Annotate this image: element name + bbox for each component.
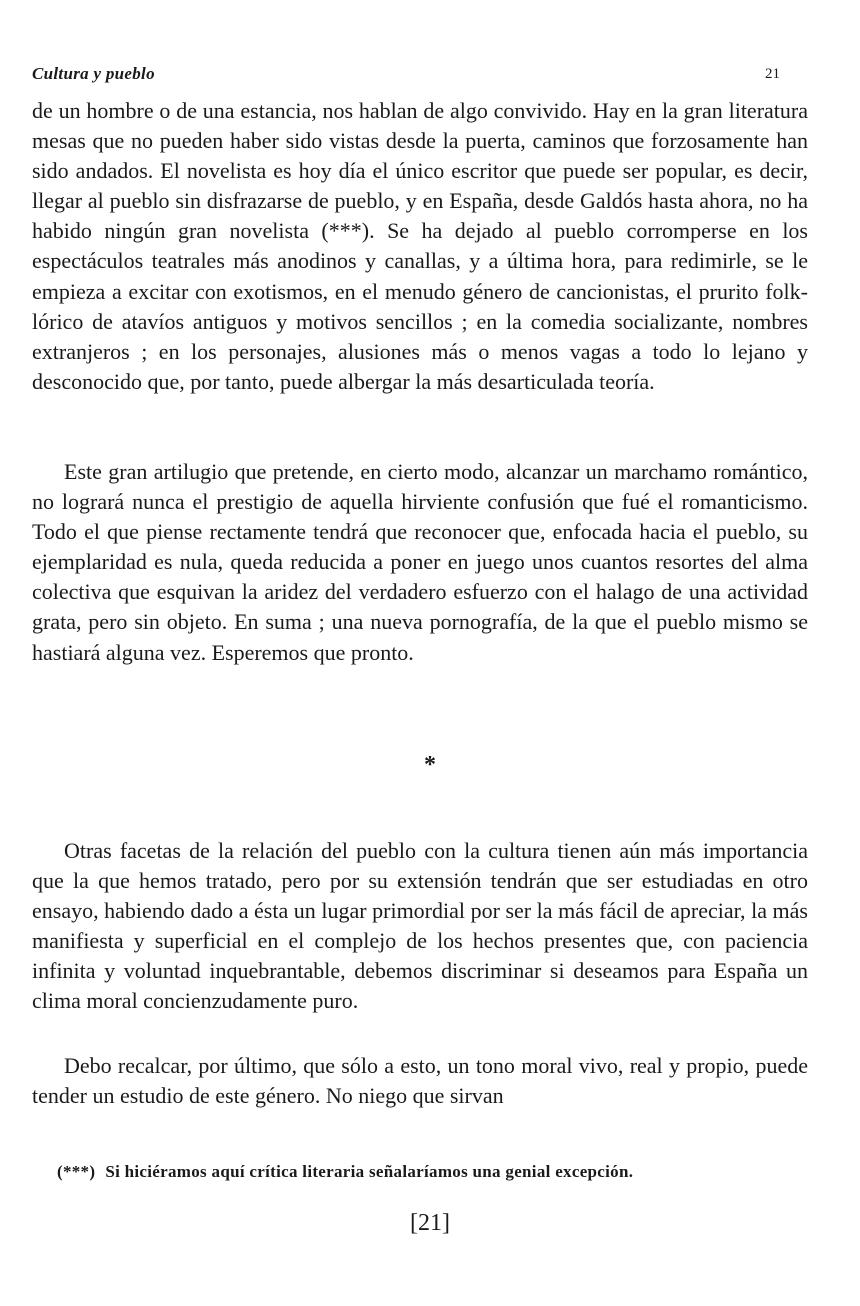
running-head	[32, 64, 780, 88]
paragraph-1-text: de un hombre o de una estancia, nos hablan de algo convivido. Hay en la gran literatura mesas que no pueden haber sido vistas desde la puerta, caminos que forzosamente han sido andados. El novelista es hoy día el único escritor que puede ser popular, es decir, llegar al pueblo sin disfrazarse de pueblo, y en España, desde Galdós hasta ahora, no ha habido ningún gran novelista (***). Se ha dejado al pueblo corromperse en los espectáculos teatrales más anodinos y canallas, y a última hora, para redimirle, se le empieza a excitar con exotismos, en el menudo género de cancionistas, el prurito folk-lórico de atavíos antiguos y motivos sencillos ; en la comedia socializante, nombres extranjeros ; en los personajes, alusiones más o menos vagas a todo lo lejano y desconocido que, por tanto, puede albergar la más desarticulada teoría.	[32, 98, 808, 394]
paragraph-3-text: Otras facetas de la relación del pueblo con la cultura tienen aún más importancia que la que hemos tratado, pero por su extensión tendrán que ser estudiadas en otro ensayo, habiendo dado a ésta un lugar primordial por ser la más fácil de apreciar, la más manifiesta y superficial en el complejo de los hechos presentes que, con paciencia infinita y voluntad inquebrantable, debemos discriminar si deseamos para España un clima moral concienzudamente puro.	[32, 838, 808, 1014]
footnote	[57, 1162, 807, 1182]
running-page-number: 21	[765, 66, 780, 82]
running-title: Cultura y pueblo	[32, 64, 155, 83]
paragraph-2-text: Este gran artilugio que pretende, en cierto modo, alcanzar un marchamo romántico, no logrará nunca el prestigio de aquella hirviente confusión que fué el romanticismo. Todo el que piense rectamente tendrá que reconocer que, enfocada hacia el pueblo, su ejemplaridad es nula, queda reducida a poner en juego unos cuantos resortes del alma colectiva que esquivan la aridez del verdadero esfuerzo con el halago de una actividad grata, pero sin objeto. En suma ; una nueva pornografía, de la que el pueblo mismo se hastiará alguna vez. Esperemos que pronto.	[32, 459, 808, 665]
paragraph-4-text: Debo recalcar, por último, que sólo a esto, un tono moral vivo, real y propio, puede tender un estudio de este género. No niego que sirvan	[32, 1053, 808, 1109]
paragraph-continuation	[32, 96, 808, 397]
paragraph-artilugio	[32, 457, 808, 668]
page-number: [21]	[410, 1210, 450, 1236]
paragraph-otras-facetas	[32, 836, 808, 1017]
footnote-text: Si hiciéramos aquí crítica literaria señalaríamos una genial excepción.	[105, 1162, 634, 1181]
footnote-marker: (***)	[57, 1162, 96, 1181]
section-separator: *	[424, 752, 436, 778]
paragraph-debo-recalcar	[32, 1051, 808, 1111]
